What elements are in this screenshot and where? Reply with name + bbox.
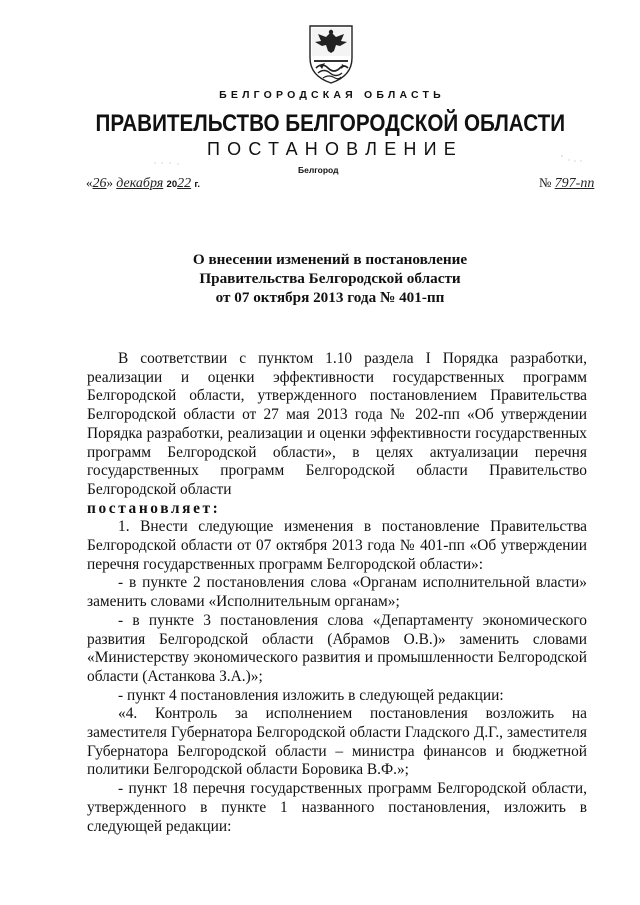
date-year-label: г. — [194, 179, 201, 190]
paragraph-change-4: - пункт 18 перечня государственных программ Белгородской области, утвержденного в пункте 1 названного постановления, изложить в следующей редакции: — [87, 780, 587, 835]
coat-of-arms-icon — [304, 22, 358, 86]
date-year-suffix: 22 — [177, 176, 192, 191]
paragraph-change-2: - в пункте 3 постановления слова «Департаменту экономического развития Белгородской области (Абрамов О.В.)» заменить словами «Министерству экономического развития и промышленности Белгородской области (Астанкова З.А.)»; — [87, 611, 587, 685]
date-day: 26 — [92, 176, 107, 191]
document-type: ПОСТАНОВЛЕНИЕ — [207, 139, 463, 159]
document-title — [160, 250, 500, 307]
decree-date — [86, 175, 200, 192]
title-line-1: О внесении изменений в постановление — [192, 251, 468, 268]
title-line-3: от 07 октября 2013 года № 401-пп — [215, 289, 445, 306]
paragraph-quote: «4. Контроль за исполнением постановления возложить на заместителя Губернатора Белгородской области Гладского Д.Г., заместителя Губернатора Белгородской области – министра финансов и бюджетной политики Белгородской области Боровика В.Ф.»; — [87, 705, 587, 779]
resolves-keyword: постановляет: — [87, 499, 221, 517]
title-line-2: Правительства Белгородской области — [199, 270, 461, 287]
decree-number — [539, 175, 594, 192]
date-close-quote: » — [106, 175, 113, 190]
number-value: 797-пп — [554, 176, 595, 191]
date-year-prefix: 20 — [166, 179, 178, 190]
city-name: Белгород — [298, 165, 339, 175]
paragraph-change-3: - пункт 4 постановления изложить в следующей редакции: — [118, 686, 504, 704]
paragraph-change-1: - в пункте 2 постановления слова «Органам исполнительной власти» заменить словами «Исполнительным органам»; — [87, 574, 587, 611]
region-name: БЕЛГОРОДСКАЯ ОБЛАСТЬ — [219, 89, 445, 101]
date-month: декабря — [116, 176, 164, 191]
document-body — [87, 350, 587, 836]
paragraph-item-1: 1. Внести следующие изменения в постановление Правительства Белгородской области от 07 октября 2013 года № 401-пп «Об утверждении перечня государственных программ Белгородской области»: — [87, 518, 587, 573]
government-title: ПРАВИТЕЛЬСТВО БЕЛГОРОДСКОЙ ОБЛАСТИ — [95, 110, 566, 137]
paragraph-preamble: В соответствии с пунктом 1.10 раздела I Порядка разработки, реализации и оценки эффективности государственных программ Белгородской области, утвержденного постановлением Правительства Белгородской области от 27 мая 2013 года № 202-пп «Об утверждении Порядка разработки, реализации и оценки эффективности государственных программ Белгородской области», в целях актуализации перечня государственных программ Белгородской области Правительство Белгородской области — [87, 350, 587, 498]
date-open-quote: « — [86, 175, 93, 190]
number-label: № — [539, 175, 552, 190]
